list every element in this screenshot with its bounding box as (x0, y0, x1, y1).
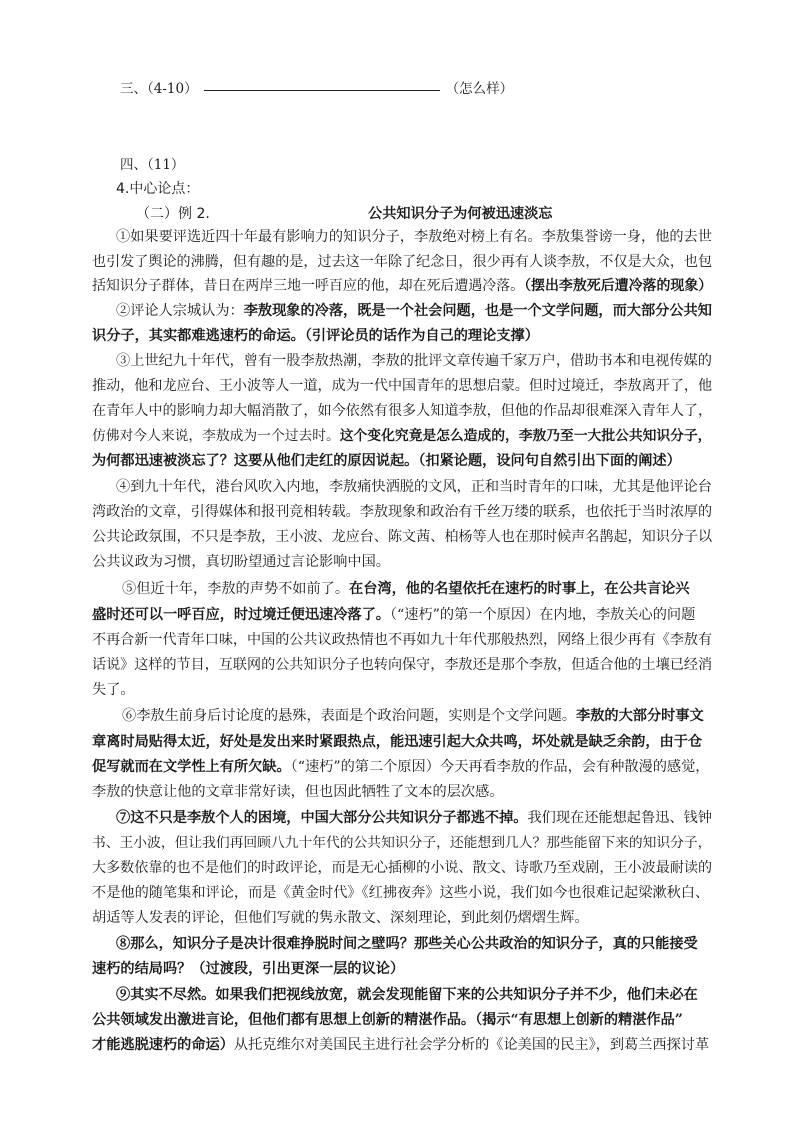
paragraph-2-line-2 (92, 325, 539, 347)
paragraph-4-line-2: 湾政治的文章，引得媒体和报刊竞相转载。李敖现象和政治有千丝万缕的联系，也依托于当时浓厚的 (92, 504, 713, 520)
section-3-line (120, 78, 513, 100)
paragraph-7-line-4: 不是他的随笔集和评论，而是《黄金时代》《红拂夜奔》这些小说，我们如今也很难记起梁漱秋白、 (92, 885, 710, 901)
section-3-note: （怎么样） (445, 81, 514, 97)
paragraph-7-line-3: 大多数依靠的也不是他们的时政评论，而是无心插柳的小说、散文、诗歌乃至戏剧，王小波最耐读的 (92, 860, 713, 876)
paragraph-2-lead: ②评论人宗城认为： (116, 303, 244, 319)
paragraph-3-bold-2: 为何都迅速被淡忘了？这要从他们走红的原因说起。 (92, 453, 419, 469)
paragraph-6-bold-3: 促写就而在文学性上有所欠缺。 (92, 759, 291, 775)
paragraph-8-bold-2: 速朽的结局吗？ (92, 961, 192, 977)
paragraph-3-line-4 (92, 425, 711, 447)
paragraph-8-bold-1: ⑧那么，知识分子是决计很难挣脱时间之壁吗？那些关心公共政治的知识分子，真的只能接受 (116, 936, 698, 952)
paragraph-7-bold: ⑦这不只是李敖个人的困境，中国大部分公共知识分子都逃不掉。 (116, 810, 528, 826)
answer-blank[interactable] (204, 89, 440, 91)
paragraph-5-line-2 (92, 604, 695, 626)
section-4-label: 四、（11） (120, 157, 185, 173)
paragraph-4-line-1: ④到九十年代，港台风吹入内地，李敖痛快洒脱的文风，正和当时青年的口味，尤其是他评论台 (116, 479, 712, 495)
paragraph-8-line-1 (116, 933, 698, 955)
paragraph-9-line-1 (116, 984, 698, 1006)
paragraph-6-bold-2: 章离时局贴得太近，好处是发出来时紧跟热点，能迅速引起大众共鸣，坏处就是缺乏余韵，由于仓 (92, 734, 703, 750)
paragraph-3-annotation: （扣紧论题，设问句自然引出下面的阐述） (418, 453, 681, 469)
paragraph-9-text: 从托克维尔对美国民主进行社会学分析的《论美国的民主》，到葛兰西探讨革 (233, 1037, 710, 1053)
paragraph-3-line-3: 在青年人中的影响力却大幅消散了，如今依然有很多人知道李敖，但他的作品却很难深入青年人了， (92, 403, 713, 419)
paragraph-2-line-1 (116, 300, 712, 322)
paragraph-7-line-5: 胡适等人发表的评论，但他们写就的隽永散文、深刻理论，到此刻仍熠熠生辉。 (92, 910, 589, 926)
paragraph-9-annotation: 才能逃脱速朽的命运） (92, 1037, 234, 1053)
paragraph-6-line-1 (122, 705, 704, 727)
paragraph-5-line-5: 失了。 (92, 682, 135, 698)
paragraph-2-bold-2: 识分子，其实都难逃速朽的命运。 (92, 328, 305, 344)
paragraph-7-text: 我们现在还能想起鲁迅、钱钟 (527, 810, 712, 826)
paragraph-6-line-2 (92, 731, 702, 753)
paragraph-1-line-1: ①如果要评选近四十年最有影响力的知识分子，李敖绝对榜上有名。李敖集誉谤一身，他的去世 (116, 229, 712, 245)
paragraph-1-annotation: （摆出李敖死后遭冷落的现象） (524, 278, 713, 294)
paragraph-3-bold-1: 这个变化究竟是怎么造成的，李敖乃至一大批公共知识分子， (339, 428, 712, 444)
paragraph-4-line-4: 公共议政为习惯，真切盼望通过言论影响中国。 (92, 554, 390, 570)
paragraph-9-bold-1: ⑨其实不尽然。如果我们把视线放宽，就会发现能留下来的公共知识分子并不少，他们未必在 (116, 987, 698, 1003)
paragraph-8-line-2 (92, 958, 404, 980)
paragraph-3-line-1: ③上世纪九十年代，曾有一股李敖热潮，李敖的批评文章传遍千家万户，借助书本和电视传媒的 (116, 353, 712, 369)
paragraph-6-line-4: 李敖的快意让他的文章非常好读，但也因此牺牲了文本的层次感。 (92, 784, 504, 800)
paragraph-7-line-2: 书、王小波，但让我们再回顾八九十年代的公共知识分子，还能想到几人？那些能留下来的知识分子， (92, 835, 712, 851)
paragraph-6-line-3 (92, 756, 710, 778)
central-argument-label: 4.中心论点： (116, 181, 200, 197)
example-label: （二）例 2. (136, 206, 210, 222)
paragraph-4-line-3: 公共论政氛围，不只是李敖，王小波、龙应台、陈文茜、柏杨等人也在那时候声名鹊起，知识分子以 (92, 529, 713, 545)
paragraph-5-bold-2: 盛时还可以一呼百应，时过境迁便迅速冷落了。 (92, 607, 390, 623)
paragraph-5-line-3: 不再合新一代青年口味，中国的公共议政热情也不再如九十年代那般热烈，网络上很少再有《李敖有 (92, 632, 713, 648)
paragraph-5-text: ⑤但近十年，李敖的声势不如前了。 (122, 581, 350, 597)
paragraph-1-line-2: 也引发了舆论的沸腾，但有趣的是，过去这一年除了纪念日，很少再有人谈李敖，不仅是大众，也包 (92, 254, 713, 270)
paragraph-3-text: 仿佛对今人来说，李敖成为一个过去时。 (92, 428, 340, 444)
section-3-label: 三、（4-10） (120, 81, 198, 97)
paragraph-5-annotation: （“速朽”的第一个原因）在内地，李敖关心的问题 (389, 607, 696, 623)
paragraph-8-annotation: （过渡段，引出更深一层的议论） (191, 961, 405, 977)
paragraph-2-annotation: （引评论员的话作为自己的理论支撑） (304, 328, 539, 344)
paragraph-9-bold-2: 公共领域发出激进言论，但他们都有思想上创新的精湛作品。（揭示“有思想上创新的精湛作品” (92, 1012, 683, 1028)
paragraph-5-line-1 (122, 578, 690, 600)
paragraph-6-annotation: （“速朽”的第二个原因）今天再看李敖的作品，会有种散漫的感觉， (290, 759, 710, 775)
paragraph-6-bold-1: 李敖的大部分时事文 (576, 708, 704, 724)
paragraph-9-line-2 (92, 1009, 683, 1031)
article-title: 公共知识分子为何被迅速淡忘 (368, 206, 553, 222)
paragraph-1-line-3 (92, 275, 712, 297)
paragraph-6-text: ⑥李敖生前身后讨论度的悬殊，表面是个政治问题，实则是个文学问题。 (122, 708, 577, 724)
paragraph-9-line-3 (92, 1034, 709, 1056)
paragraph-5-bold-1: 在台湾，他的名望依托在速朽的时事上，在公共言论兴 (349, 581, 690, 597)
paragraph-5-line-4: 话说》这样的节目，互联网的公共知识分子也转向保守，李敖还是那个李敖，但适合他的土壤已经消 (92, 657, 713, 673)
paragraph-2-bold-1: 李敖现象的冷落，既是一个社会问题，也是一个文学问题，而大部分公共知 (243, 303, 712, 319)
paragraph-1-text: 括知识分子群体，昔日在两岸三地一呼百应的他，却在死后遭遇冷落。 (92, 278, 525, 294)
paragraph-3-line-2: 推动，他和龙应台、王小波等人一道，成为一代中国青年的思想启蒙。但时过境迁，李敖离开了，他 (92, 378, 713, 394)
paragraph-3-line-5 (92, 450, 681, 472)
paragraph-7-line-1 (116, 807, 712, 829)
